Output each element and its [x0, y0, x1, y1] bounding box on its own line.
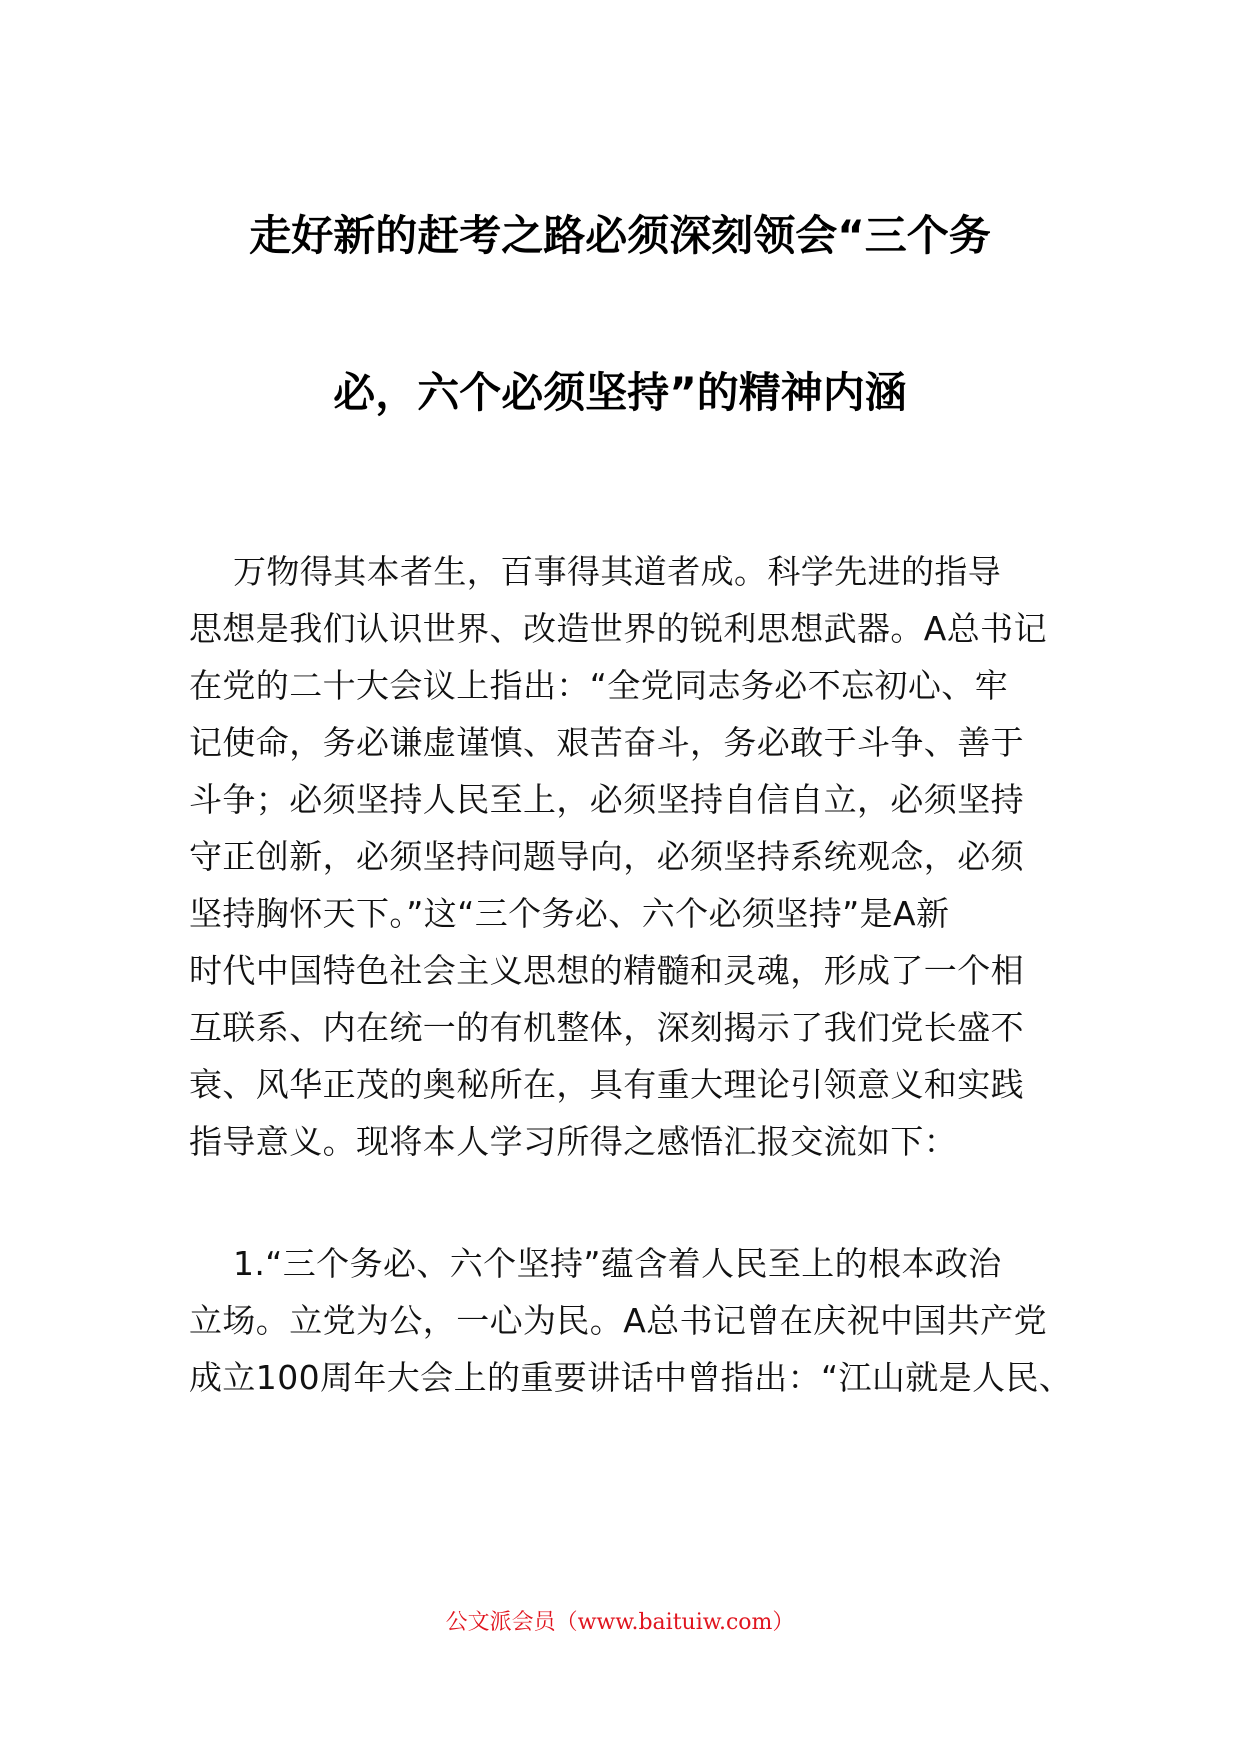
- paragraph-2-line-3: 成立100周年大会上的重要讲话中曾指出：“江山就是人民、: [189, 1358, 1073, 1397]
- paragraph-2-line-1: 1.“三个务必、六个坚持”蕴含着人民至上的根本政治: [233, 1244, 1002, 1283]
- document-title-line-2: 必，六个必须坚持”的精神内涵: [333, 368, 907, 417]
- paragraph-1-line-5: 斗争；必须坚持人民至上，必须坚持自信自立，必须坚持: [189, 780, 1024, 819]
- footer-watermark: 公文派会员（www.baituiw.com）: [445, 1610, 795, 1635]
- paragraph-1-line-9: 互联系、内在统一的有机整体，深刻揭示了我们党长盛不: [189, 1008, 1024, 1047]
- paragraph-1-line-8: 时代中国特色社会主义思想的精髓和灵魂，形成了一个相: [189, 951, 1024, 990]
- paragraph-2-line-2: 立场。立党为公，一心为民。A总书记曾在庆祝中国共产党: [189, 1301, 1047, 1340]
- paragraph-1-line-10: 衰、风华正茂的奥秘所在，具有重大理论引领意义和实践: [189, 1065, 1024, 1104]
- paragraph-1-line-2: 思想是我们认识世界、改造世界的锐利思想武器。A总书记: [189, 609, 1047, 648]
- paragraph-1-line-1: 万物得其本者生，百事得其道者成。科学先进的指导: [233, 552, 1002, 591]
- paragraph-1-line-6: 守正创新，必须坚持问题导向，必须坚持系统观念，必须: [189, 837, 1024, 876]
- paragraph-1-line-3: 在党的二十大会议上指出：“全党同志务必不忘初心、牢: [189, 666, 1009, 705]
- paragraph-1-line-11: 指导意义。现将本人学习所得之感悟汇报交流如下：: [189, 1122, 958, 1161]
- paragraph-1-line-7: 坚持胸怀天下。”这“三个务必、六个必须坚持”是A新: [189, 894, 950, 933]
- paragraph-1-line-4: 记使命，务必谦虚谨慎、艰苦奋斗，务必敢于斗争、善于: [189, 723, 1024, 762]
- document-title-line-1: 走好新的赶考之路必须深刻领会“三个务: [249, 211, 991, 260]
